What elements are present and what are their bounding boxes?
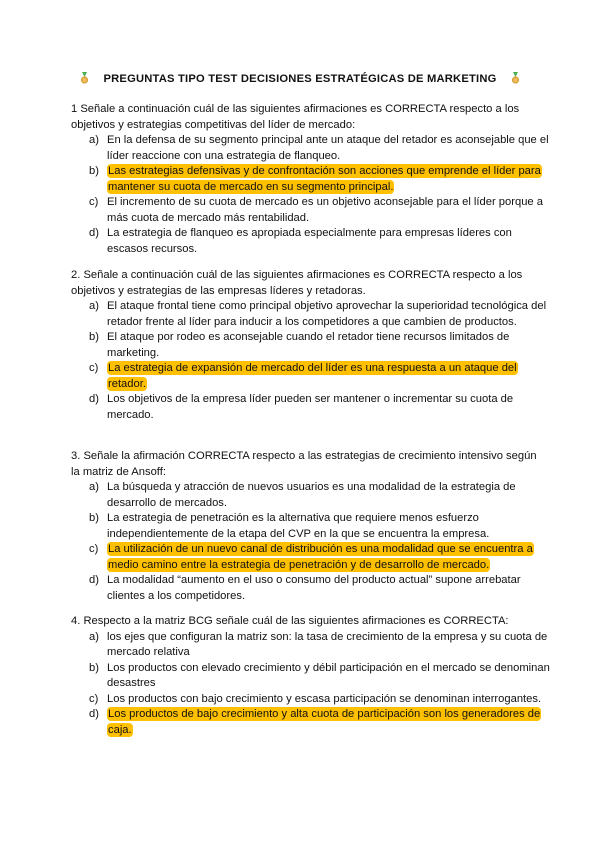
option-c xyxy=(71,195,553,226)
question-text: 4. Respecto a la matriz BCG señale cuál de las siguientes afirmaciones es CORRECTA: xyxy=(71,615,509,627)
option-list xyxy=(71,299,547,423)
option-text-highlighted: Los productos de bajo crecimiento y alta cuota de participación son los generadores de caja. xyxy=(108,708,541,736)
option-letter: c) xyxy=(89,692,99,705)
option-text: El incremento de su cuota de mercado es un objetivo aconsejable para el líder porque a más cuota de mercado más rentabilidad. xyxy=(107,196,543,224)
option-c-correct xyxy=(71,542,553,573)
medal-icon xyxy=(80,72,89,84)
option-letter: c) xyxy=(89,543,99,555)
option-c xyxy=(71,692,553,708)
option-letter: a) xyxy=(89,134,99,146)
option-text: La búsqueda y atracción de nuevos usuarios es una modalidad de la estrategia de desarrollo de mercados. xyxy=(107,481,516,509)
option-letter: a) xyxy=(89,481,99,493)
question-text: 1 Señale a continuación cuál de las siguientes afirmaciones es CORRECTA respecto a los objetivos y estrategias competitivas del líder de mercado: xyxy=(71,103,520,131)
option-a xyxy=(71,480,553,511)
option-a xyxy=(71,299,553,330)
option-letter: b) xyxy=(89,512,99,524)
page-title: PREGUNTAS TIPO TEST DECISIONES ESTRATÉGICAS DE MARKETING xyxy=(103,73,497,85)
option-letter: d) xyxy=(89,574,99,586)
question-text: 2. Señale a continuación cuál de las siguientes afirmaciones es CORRECTA respecto a los objetivos y estrategias de las empresas líderes y retadoras. xyxy=(71,269,523,297)
option-letter: a) xyxy=(89,300,99,312)
option-letter: c) xyxy=(89,196,99,208)
option-b xyxy=(71,330,553,361)
medal-icon xyxy=(511,72,520,84)
option-text-highlighted: La utilización de un nuevo canal de distribución es una modalidad que se encuentra a medio camino entre la estrategia de penetración y de desarrollo de mercado. xyxy=(108,543,533,571)
option-b xyxy=(71,661,553,692)
option-text-highlighted: Las estrategias defensivas y de confrontación son acciones que emprende el líder para mantener su cuota de mercado en su segmento principal. xyxy=(108,165,541,193)
option-d xyxy=(71,392,553,423)
option-text: El ataque por rodeo es aconsejable cuando el retador tiene recursos limitados de marketing. xyxy=(107,331,510,359)
question-2 xyxy=(71,268,547,423)
option-text: Los productos con elevado crecimiento y débil participación en el mercado se denominan desastres xyxy=(107,661,550,689)
page-title-row xyxy=(0,72,600,85)
option-d xyxy=(71,226,553,257)
question-text: 3. Señale la afirmación CORRECTA respecto a las estrategias de crecimiento intensivo según la matriz de Ansoff: xyxy=(71,450,537,478)
option-c-correct xyxy=(71,361,553,392)
option-letter: d) xyxy=(89,393,99,405)
option-letter: d) xyxy=(89,227,99,239)
option-text-highlighted: La estrategia de expansión de mercado del líder es una respuesta a un ataque del retador. xyxy=(108,362,517,390)
option-letter: b) xyxy=(89,661,99,674)
option-list xyxy=(71,133,549,257)
option-text: los ejes que configuran la matriz son: la tasa de crecimiento de la empresa y su cuota de mercado relativa xyxy=(107,630,548,658)
option-text: La estrategia de penetración es la alternativa que requiere menos esfuerzo independientemente de la etapa del CVP en la que se encuentra la empresa. xyxy=(107,512,490,540)
option-a xyxy=(71,133,553,164)
option-letter: b) xyxy=(89,331,99,343)
option-text: La modalidad “aumento en el uso o consumo del producto actual” supone arrebatar clientes a los competidores. xyxy=(107,574,521,602)
option-letter: c) xyxy=(89,362,99,374)
option-b xyxy=(71,511,553,542)
option-b-correct xyxy=(71,164,553,195)
option-a xyxy=(71,630,553,661)
option-list xyxy=(71,480,541,604)
question-3 xyxy=(71,449,541,604)
option-text: Los productos con bajo crecimiento y escasa participación se denominan interrogantes. xyxy=(107,692,542,705)
option-text: En la defensa de su segmento principal ante un ataque del retador es aconsejable que el líder reaccione con una estrategia de flanqueo. xyxy=(107,134,549,162)
question-1 xyxy=(71,102,549,257)
option-text: Los objetivos de la empresa líder pueden ser mantener o incrementar su cuota de mercado. xyxy=(107,393,514,421)
option-letter: b) xyxy=(89,165,99,177)
option-d-correct xyxy=(71,707,553,738)
option-letter: a) xyxy=(89,630,99,643)
question-4 xyxy=(71,614,550,738)
option-list xyxy=(71,630,550,739)
option-text: El ataque frontal tiene como principal objetivo aprovechar la superioridad tecnológica del retador frente al líder para inducir a los competidores a que cambien de productos. xyxy=(107,300,547,328)
option-d xyxy=(71,573,553,604)
option-text: La estrategia de flanqueo es apropiada especialmente para empresas líderes con escasos recursos. xyxy=(107,227,512,255)
option-letter: d) xyxy=(89,708,99,720)
